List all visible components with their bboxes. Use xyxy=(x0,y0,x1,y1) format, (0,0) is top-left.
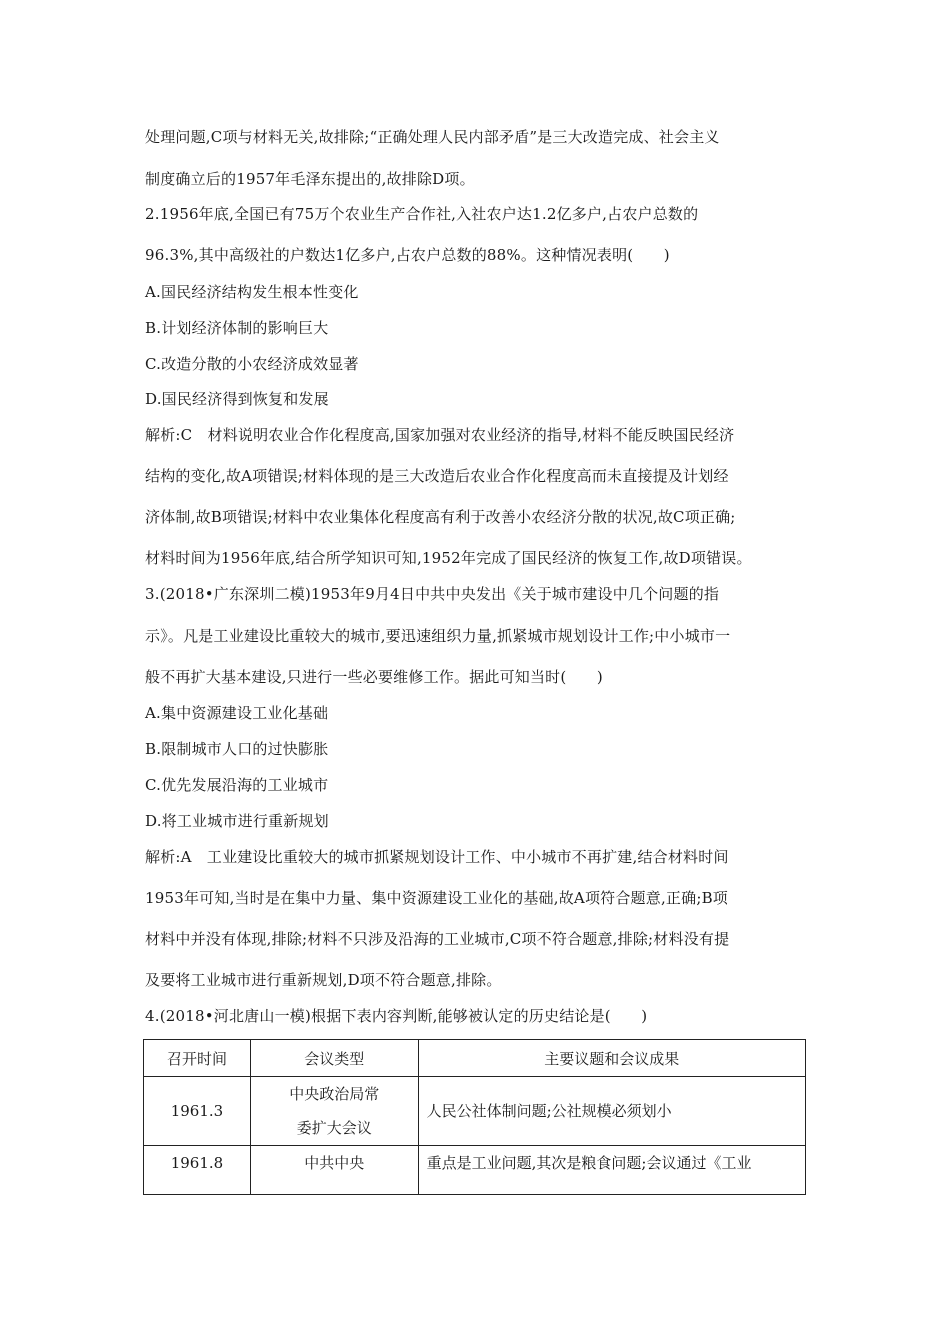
question-3-stem: 般不再扩大基本建设,只进行一些必要维修工作。据此可知当时( ) xyxy=(145,668,603,686)
explanation-line: 解析:A 工业建设比重较大的城市抓紧规划设计工作、中小城市不再扩建,结合材料时间 xyxy=(145,848,729,866)
option-b: B.计划经济体制的影响巨大 xyxy=(145,319,329,337)
cell-type: 中共中央 xyxy=(250,1146,418,1195)
option-a: A.集中资源建设工业化基础 xyxy=(145,704,329,722)
explanation-line: 材料时间为1956年底,结合所学知识可知,1952年完成了国民经济的恢复工作,故D项错误。 xyxy=(145,549,752,567)
table-header-row xyxy=(144,1040,806,1077)
explanation-line: 解析:C 材料说明农业合作化程度高,国家加强对农业经济的指导,材料不能反映国民经济 xyxy=(145,426,735,444)
explanation-line: 及要将工业城市进行重新规划,D项不符合题意,排除。 xyxy=(145,971,502,989)
explanation-line: 1953年可知,当时是在集中力量、集中资源建设工业化的基础,故A项符合题意,正确;B项 xyxy=(145,889,728,907)
option-a: A.国民经济结构发生根本性变化 xyxy=(145,283,359,301)
header-result: 主要议题和会议成果 xyxy=(418,1040,805,1077)
header-date: 召开时间 xyxy=(144,1040,251,1077)
paragraph-line: 制度确立后的1957年毛泽东提出的,故排除D项。 xyxy=(145,170,475,188)
question-3-stem: 示》。凡是工业建设比重较大的城市,要迅速组织力量,抓紧城市规划设计工作;中小城市一 xyxy=(145,627,731,645)
explanation-line: 材料中并没有体现,排除;材料不只涉及沿海的工业城市,C项不符合题意,排除;材料没有提 xyxy=(145,930,730,948)
paragraph-line: 处理问题,C项与材料无关,故排除;“正确处理人民内部矛盾”是三大改造完成、社会主义 xyxy=(145,128,720,146)
cell-date: 1961.8 xyxy=(144,1146,251,1195)
option-d: D.国民经济得到恢复和发展 xyxy=(145,390,329,408)
cell-type xyxy=(250,1077,418,1146)
question-3-stem: 3.(2018•广东深圳二模)1953年9月4日中共中央发出《关于城市建设中几个问题的指 xyxy=(145,585,720,603)
cell-result: 人民公社体制问题;公社规模必须划小 xyxy=(418,1077,805,1146)
cell-result: 重点是工业问题,其次是粮食问题;会议通过《工业 xyxy=(418,1146,805,1195)
question-2-stem: 96.3%,其中高级社的户数达1亿多户,占农户总数的88%。这种情况表明( ) xyxy=(145,246,670,264)
option-c: C.优先发展沿海的工业城市 xyxy=(145,776,329,794)
explanation-line: 济体制,故B项错误;材料中农业集体化程度高有利于改善小农经济分散的状况,故C项正确; xyxy=(145,508,736,526)
cell-date: 1961.3 xyxy=(144,1077,251,1146)
explanation-line: 结构的变化,故A项错误;材料体现的是三大改造后农业合作化程度高而未直接提及计划经 xyxy=(145,467,729,485)
cell-type-line: 委扩大会议 xyxy=(296,1119,372,1137)
question-2-stem: 2.1956年底,全国已有75万个农业生产合作社,入社农户达1.2亿多户,占农户总数的 xyxy=(145,205,699,223)
header-type: 会议类型 xyxy=(250,1040,418,1077)
option-c: C.改造分散的小农经济成效显著 xyxy=(145,355,359,373)
question-4-stem: 4.(2018•河北唐山一模)根据下表内容判断,能够被认定的历史结论是( ) xyxy=(145,1007,648,1025)
option-b: B.限制城市人口的过快膨胀 xyxy=(145,740,329,758)
table-row xyxy=(144,1146,806,1195)
meeting-table xyxy=(143,1039,806,1195)
table-row xyxy=(144,1077,806,1146)
option-d: D.将工业城市进行重新规划 xyxy=(145,812,329,830)
cell-type-line: 中央政治局常 xyxy=(289,1085,380,1103)
